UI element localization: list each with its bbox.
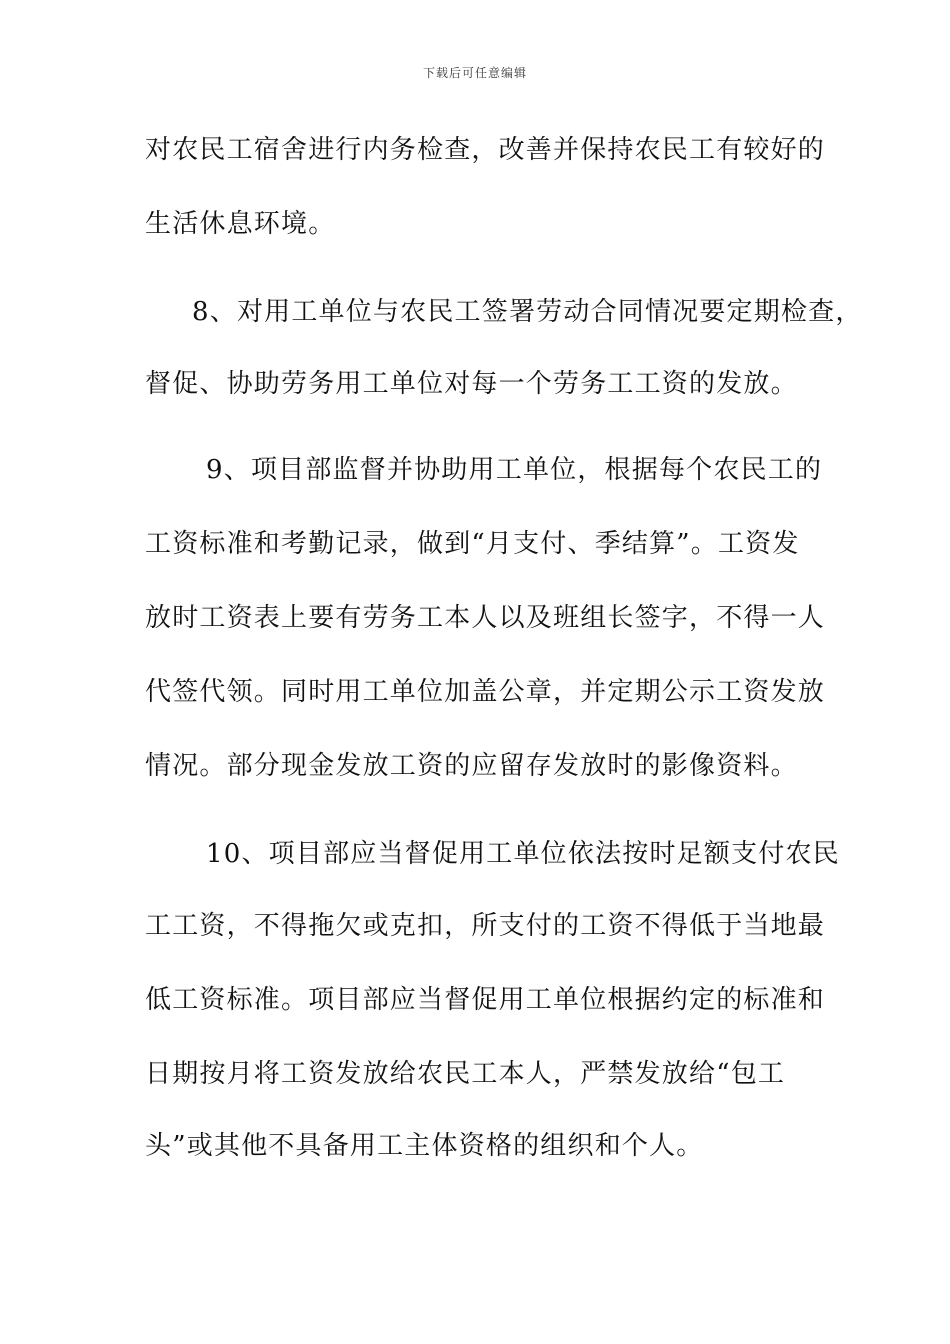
text-line: 头”或其他不具备用工主体资格的组织和个人。 [145,1131,704,1161]
text-line: 8、对用工单位与农民工签署劳动合同情况要定期检查， [192,297,863,327]
text-line: 督促、协助劳务用工单位对每一个劳务工工资的发放。 [145,369,798,399]
text-line: 对农民工宿舍进行内务检查，改善并保持农民工有较好的 [145,135,826,165]
text-line: 低工资标准。项目部应当督促用工单位根据约定的标准和 [145,985,826,1015]
page-header: 下载后可任意编辑 [422,66,527,80]
text-line: 10、项目部应当督促用工单位依法按时足额支付农民 [206,839,840,869]
text-line: 日期按月将工资发放给农民工本人，严禁发放给“包工 [145,1059,786,1089]
text-line: 代签代领。同时用工单位加盖公章，并定期公示工资发放 [145,677,826,707]
text-line: 9、项目部监督并协助用工单位，根据每个农民工的 [206,455,823,485]
text-line: 放时工资表上要有劳务工本人以及班组长签字，不得一人 [145,603,826,633]
text-line: 工工资，不得拖欠或克扣，所支付的工资不得低于当地最 [145,911,826,941]
text-line: 情况。部分现金发放工资的应留存发放时的影像资料。 [145,751,798,781]
text-line: 生活休息环境。 [145,209,336,239]
text-line: 工资标准和考勤记录，做到“月支付、季结算”。工资发 [145,529,800,559]
